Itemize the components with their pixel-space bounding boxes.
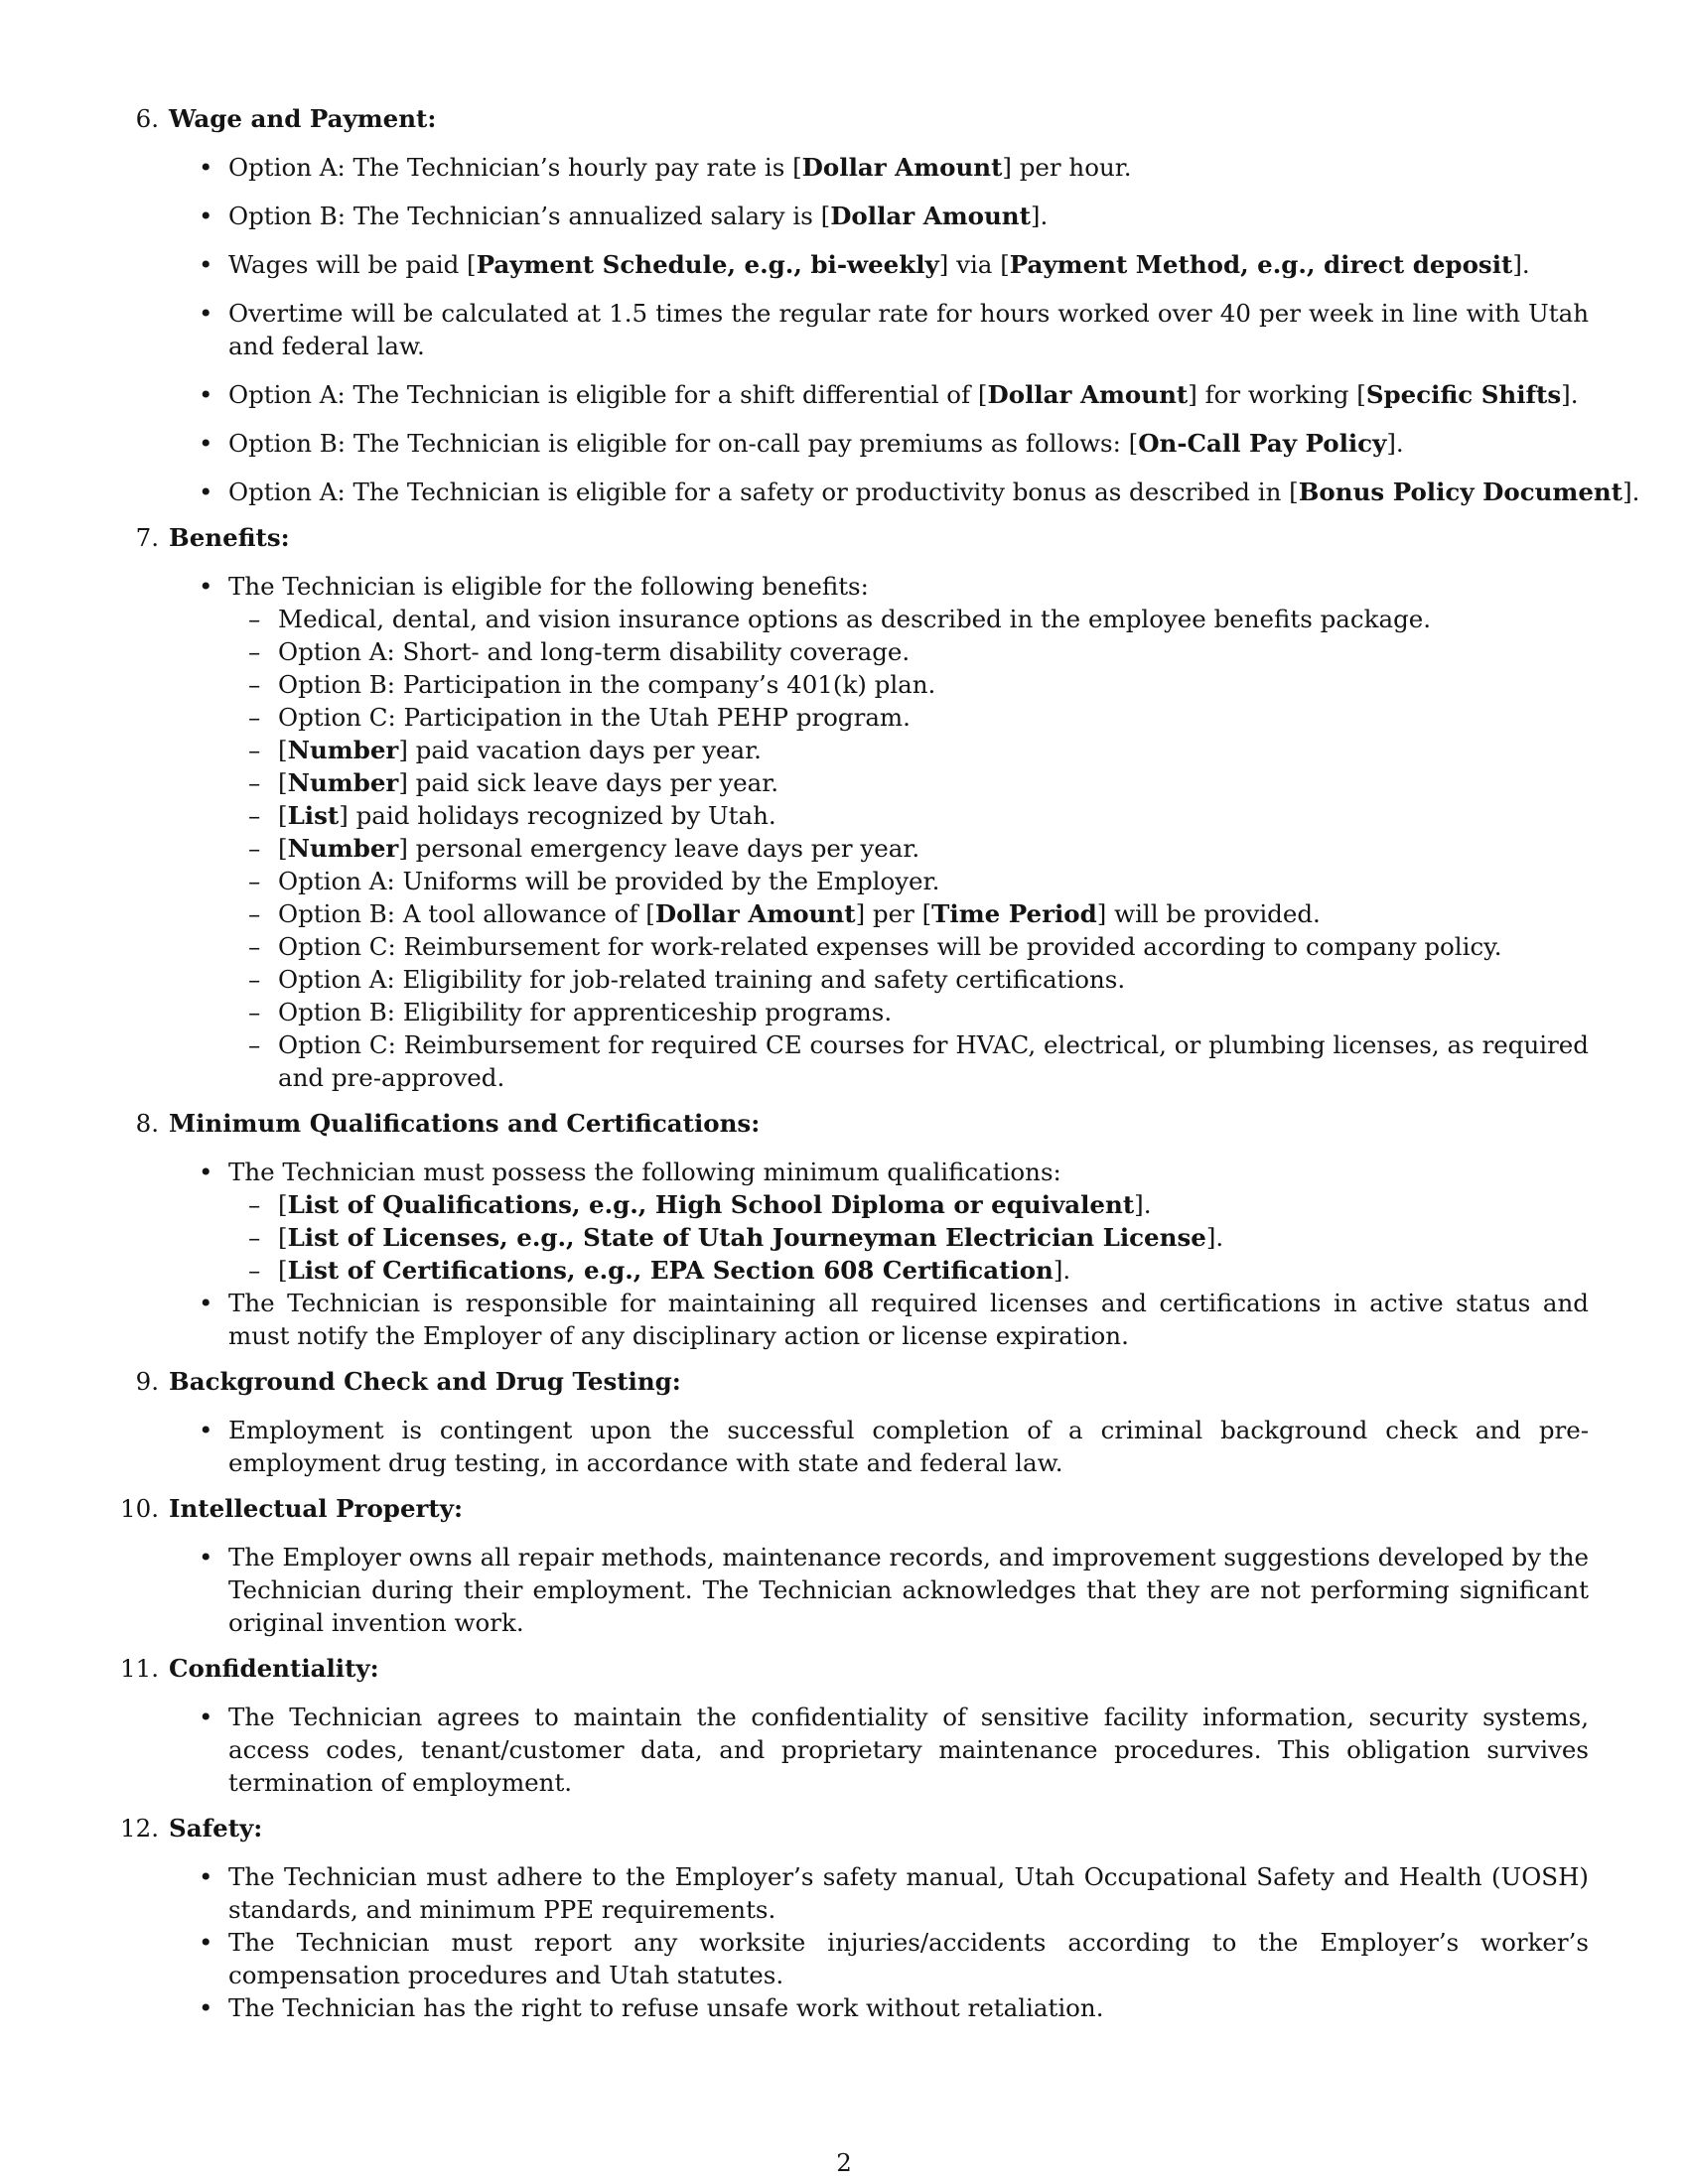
list-item: • The Technician must report any worksite injuries/accidents according to the Employer’s worker’s compensation procedures and Utah statutes. <box>119 1926 1589 1991</box>
section-confidentiality <box>119 1652 1589 1799</box>
section-wage-and-payment <box>119 102 1640 508</box>
placeholder-field: On-Call Pay Policy <box>1138 429 1387 458</box>
section-number: 9. <box>135 1367 159 1396</box>
section-title: Minimum Qualifications and Certifications: <box>169 1109 761 1138</box>
sub-list-item: – [List of Certifications, e.g., EPA Section 608 Certification]. <box>228 1254 1589 1287</box>
section-intellectual-property <box>119 1492 1589 1639</box>
placeholder-field: List <box>287 801 340 830</box>
section-heading <box>119 1365 1589 1398</box>
sub-list-item: – Option A: Eligibility for job-related training and safety certifications. <box>228 963 1589 996</box>
placeholder-field: Specific Shifts <box>1365 380 1562 409</box>
list-item: • Wages will be paid [Payment Schedule, e.g., bi-weekly] via [Payment Method, e.g., direct deposit]. <box>119 248 1589 281</box>
section-heading <box>119 102 1589 135</box>
placeholder-field: Number <box>287 736 399 764</box>
list-item-intro: • The Technician must possess the following minimum qualifications: <box>228 1158 1061 1186</box>
sub-list-item: – Option B: Participation in the company’s 401(k) plan. <box>228 668 1589 701</box>
section-minimum-qualifications <box>119 1107 1589 1352</box>
section-title: Wage and Payment: <box>169 104 437 133</box>
placeholder-field: List of Certifications, e.g., EPA Section 608 Certification <box>287 1256 1054 1285</box>
bullet-list <box>119 151 1640 508</box>
bullet-list <box>119 1414 1589 1479</box>
placeholder-field: Payment Schedule, e.g., bi-weekly <box>476 250 939 279</box>
section-number: 7. <box>135 523 159 552</box>
sub-list-item: – Option A: Uniforms will be provided by the Employer. <box>228 865 1589 897</box>
section-heading <box>119 521 1589 554</box>
sub-list-item: – [Number] paid vacation days per year. <box>228 734 1589 766</box>
sub-list <box>228 1188 1589 1287</box>
sub-list <box>228 603 1589 1094</box>
sub-list-item: – Option C: Reimbursement for work-related expenses will be provided according to company policy. <box>228 930 1589 963</box>
sub-list-item: – Option C: Participation in the Utah PEHP program. <box>228 701 1589 734</box>
list-item: • The Technician is responsible for maintaining all required licenses and certifications in active status and must notify the Employer of any disciplinary action or license expiration. <box>119 1287 1589 1352</box>
section-number: 8. <box>135 1109 159 1138</box>
section-safety <box>119 1812 1589 2024</box>
bullet-list <box>119 1541 1589 1639</box>
placeholder-field: Dollar Amount <box>830 202 1031 230</box>
document-content <box>119 102 1640 2037</box>
list-item: • Employment is contingent upon the successful completion of a criminal background check and pre-employment drug testing, in accordance with state and federal law. <box>119 1414 1589 1479</box>
list-item: • Option B: The Technician is eligible for on-call pay premiums as follows: [On-Call Pay Policy]. <box>119 427 1589 460</box>
list-item: • The Technician has the right to refuse unsafe work without retaliation. <box>119 1991 1589 2024</box>
bullet-list <box>119 570 1589 1094</box>
sub-list-item: – [Number] personal emergency leave days per year. <box>228 832 1589 865</box>
section-number: 12. <box>120 1814 159 1843</box>
list-item: • The Employer owns all repair methods, maintenance records, and improvement suggestions developed by the Technician during their employment. The Technician acknowledges that they are not performing significant original invention work. <box>119 1541 1589 1639</box>
section-heading <box>119 1107 1589 1140</box>
page-number: 2 <box>836 2148 852 2177</box>
sub-list-item: – [List of Qualifications, e.g., High School Diploma or equivalent]. <box>228 1188 1589 1221</box>
section-background-check <box>119 1365 1589 1479</box>
sub-list-item: – [List of Licenses, e.g., State of Utah Journeyman Electrician License]. <box>228 1221 1589 1254</box>
placeholder-field: Time Period <box>931 899 1097 928</box>
bullet-list <box>119 1156 1589 1352</box>
section-heading <box>119 1652 1589 1685</box>
sub-list-item: – Option C: Reimbursement for required CE courses for HVAC, electrical, or plumbing licenses, as required and pre-approved. <box>228 1028 1589 1094</box>
section-title: Confidentiality: <box>169 1654 379 1683</box>
list-item: • The Technician must adhere to the Employer’s safety manual, Utah Occupational Safety and Health (UOSH) standards, and minimum PPE requirements. <box>119 1860 1589 1926</box>
placeholder-field: List of Licenses, e.g., State of Utah Journeyman Electrician License <box>287 1223 1206 1252</box>
sub-list-item: – Medical, dental, and vision insurance options as described in the employee benefits package. <box>228 603 1589 635</box>
section-title: Benefits: <box>169 523 290 552</box>
section-number: 11. <box>120 1654 159 1683</box>
list-item: • Option A: The Technician is eligible for a shift differential of [Dollar Amount] for working [Specific Shifts]. <box>119 378 1589 411</box>
list-item: • The Technician agrees to maintain the confidentiality of sensitive facility information, security systems, access codes, tenant/customer data, and proprietary maintenance procedures. This obligation survives termination of employment. <box>119 1701 1589 1799</box>
list-item-intro: • The Technician is eligible for the following benefits: <box>228 572 869 601</box>
list-item: • Option A: The Technician is eligible for a safety or productivity bonus as described in [Bonus Policy Document]. <box>119 476 1589 508</box>
bullet-list <box>119 1701 1589 1799</box>
section-number: 10. <box>120 1494 159 1523</box>
placeholder-field: Number <box>287 834 399 863</box>
placeholder-field: Dollar Amount <box>987 380 1189 409</box>
placeholder-field: Dollar Amount <box>801 153 1003 182</box>
placeholder-field: Bonus Policy Document <box>1298 478 1623 506</box>
list-item: • Option B: The Technician’s annualized salary is [Dollar Amount]. <box>119 200 1589 232</box>
list-item: • Option A: The Technician’s hourly pay rate is [Dollar Amount] per hour. <box>119 151 1589 184</box>
list-item <box>119 1156 1589 1287</box>
placeholder-field: Payment Method, e.g., direct deposit <box>1009 250 1513 279</box>
section-number: 6. <box>135 104 159 133</box>
section-heading <box>119 1492 1589 1525</box>
placeholder-field: Number <box>287 768 399 797</box>
placeholder-field: List of Qualifications, e.g., High School Diploma or equivalent <box>287 1190 1135 1219</box>
section-title: Safety: <box>169 1814 263 1843</box>
section-heading <box>119 1812 1589 1844</box>
placeholder-field: Dollar Amount <box>654 899 856 928</box>
sub-list-item: – Option B: A tool allowance of [Dollar Amount] per [Time Period] will be provided. <box>228 897 1589 930</box>
section-title: Background Check and Drug Testing: <box>169 1367 681 1396</box>
bullet-list <box>119 1860 1589 2024</box>
sub-list-item: – [List] paid holidays recognized by Utah. <box>228 799 1589 832</box>
section-title: Intellectual Property: <box>169 1494 464 1523</box>
sub-list-item: – Option A: Short- and long-term disability coverage. <box>228 635 1589 668</box>
list-item: • Overtime will be calculated at 1.5 times the regular rate for hours worked over 40 per week in line with Utah and federal law. <box>119 297 1589 362</box>
section-benefits <box>119 521 1589 1094</box>
sub-list-item: – [Number] paid sick leave days per year. <box>228 766 1589 799</box>
list-item <box>119 570 1589 1094</box>
sub-list-item: – Option B: Eligibility for apprenticeship programs. <box>228 996 1589 1028</box>
